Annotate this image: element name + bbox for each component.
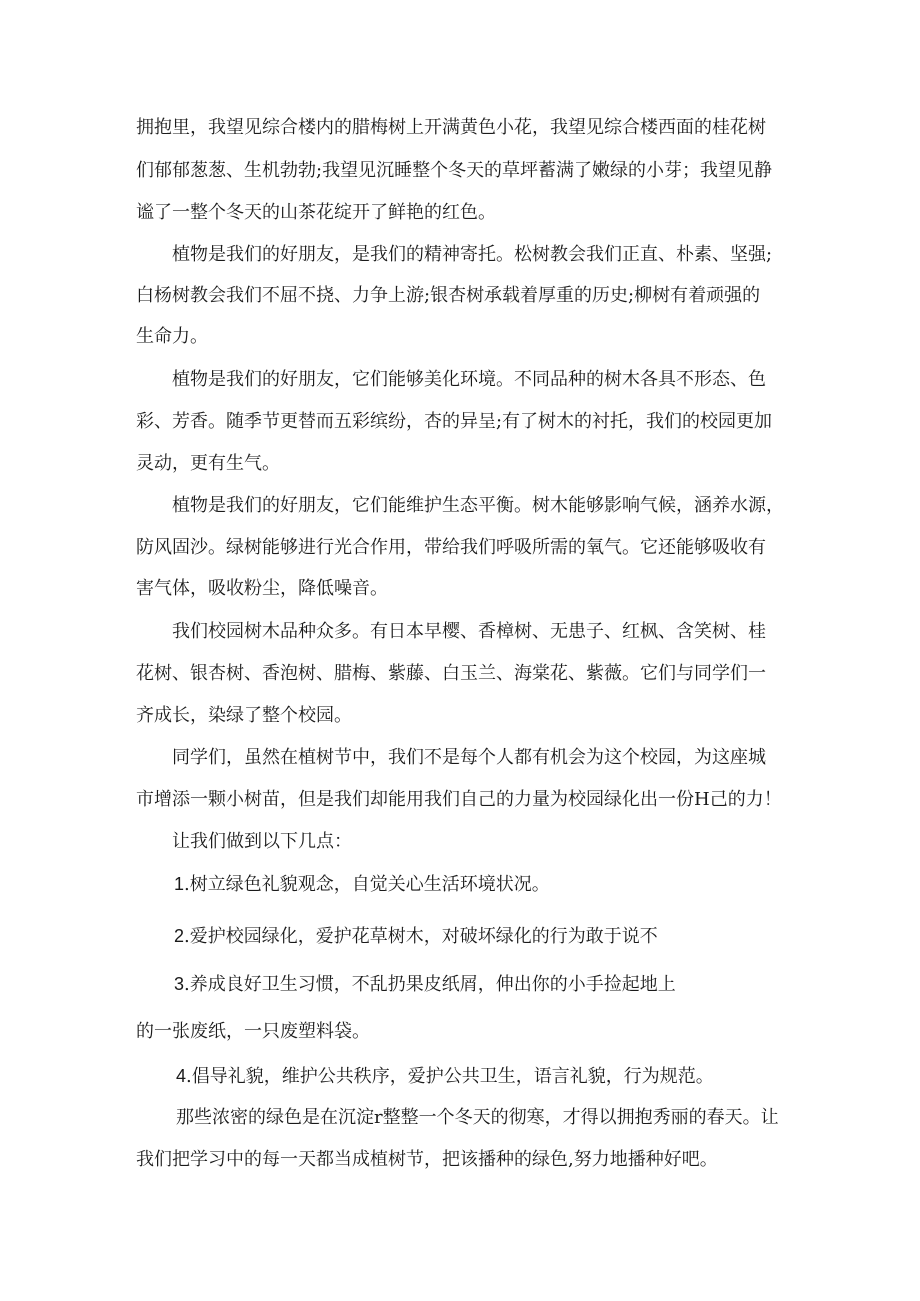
paragraph-1-line-3: 谧了一整个冬天的山茶花绽开了鲜艳的红色。 [136,202,496,223]
list-item-3-continuation-text: 的一张废纸，一只废塑料袋。 [136,1021,370,1042]
list-item-3 [174,972,676,997]
closing-line-2: 我们把学习中的每一天都当成植树节，把该播种的绿色,努力地播种好吧。 [136,1149,718,1170]
paragraph-2-line-1: 植物是我们的好朋友，是我们的精神寄托。松树教会我们正直、朴素、坚强; [172,244,773,265]
list-item-4 [176,1064,714,1089]
paragraph-1-line-1: 拥抱里，我望见综合楼内的腊梅树上开满黄色小花，我望见综合楼西面的桂花树 [136,117,766,138]
closing-line-1: 那些浓密的绿色是在沉淀r整整一个冬天的彻寒，才得以拥抱秀丽的春天。让 [176,1107,779,1128]
paragraph-3-line-2: 彩、芳香。随季节更替而五彩缤纷，杏的异呈;有了树木的衬托，我们的校园更加 [136,411,773,432]
paragraph-7-line-1: 让我们做到以下几点： [172,831,352,852]
list-item-1-text: .树立绿色礼貌观念，自觉关心生活环境状况。 [184,874,550,895]
paragraph-5-line-2: 花树、银杏树、香泡树、腊梅、紫藤、白玉兰、海棠花、紫薇。它们与同学们一 [136,663,766,684]
list-item-4-text: .倡导礼貌，维护公共秩序，爱护公共卫生，语言礼貌，行为规范。 [186,1066,714,1087]
paragraph-1-line-2: 们郁郁葱葱、生机勃勃;我望见沉睡整个冬天的草坪蓄满了嫩绿的小芽；我望见静 [136,160,773,181]
paragraph-3-line-3: 灵动，更有生气。 [136,453,280,474]
list-item-4-number: 4 [176,1066,187,1086]
paragraph-6-line-2: 市增添一颗小树苗，但是我们却能用我们自己的力量为校园绿化出一份H己的力！ [136,789,782,810]
paragraph-3-line-1: 植物是我们的好朋友，它们能够美化环境。不同品种的树木各具不形态、色 [172,369,766,390]
list-item-3-number: 3 [174,974,185,994]
paragraph-5-line-3: 齐成长，染绿了整个校园。 [136,705,352,726]
paragraph-6-line-1: 同学们，虽然在植树节中，我们不是每个人都有机会为这个校园，为这座城 [172,747,766,768]
paragraph-2-line-2: 白杨树教会我们不屈不挠、力争上游;银杏树承载着厚重的历史;柳树有着顽强的 [136,285,761,306]
paragraph-4-line-2: 防风固沙。绿树能够进行光合作用，带给我们呼吸所需的氧气。它还能够吸收有 [136,537,766,558]
paragraph-5-line-1: 我们校园树木品种众多。有日本早樱、香樟树、无患子、红枫、含笑树、桂 [172,621,766,642]
paragraph-2-line-3: 生命力。 [136,326,208,347]
list-item-2-number: 2 [174,926,185,946]
list-item-1 [174,872,550,897]
list-item-2-text: .爱护校园绿化，爱护花草树木，对破坏绿化的行为敢于说不 [184,926,658,947]
list-item-1-number: 1 [174,874,185,894]
paragraph-4-line-3: 害气体，吸收粉尘，降低噪音。 [136,578,388,599]
list-item-2 [174,924,658,949]
paragraph-4-line-1: 植物是我们的好朋友，它们能维护生态平衡。树木能够影响气候，涵养水源， [172,495,784,516]
list-item-3-continuation [136,1020,370,1044]
list-item-3-text: .养成良好卫生习惯，不乱扔果皮纸屑，伸出你的小手捡起地上 [184,974,676,995]
